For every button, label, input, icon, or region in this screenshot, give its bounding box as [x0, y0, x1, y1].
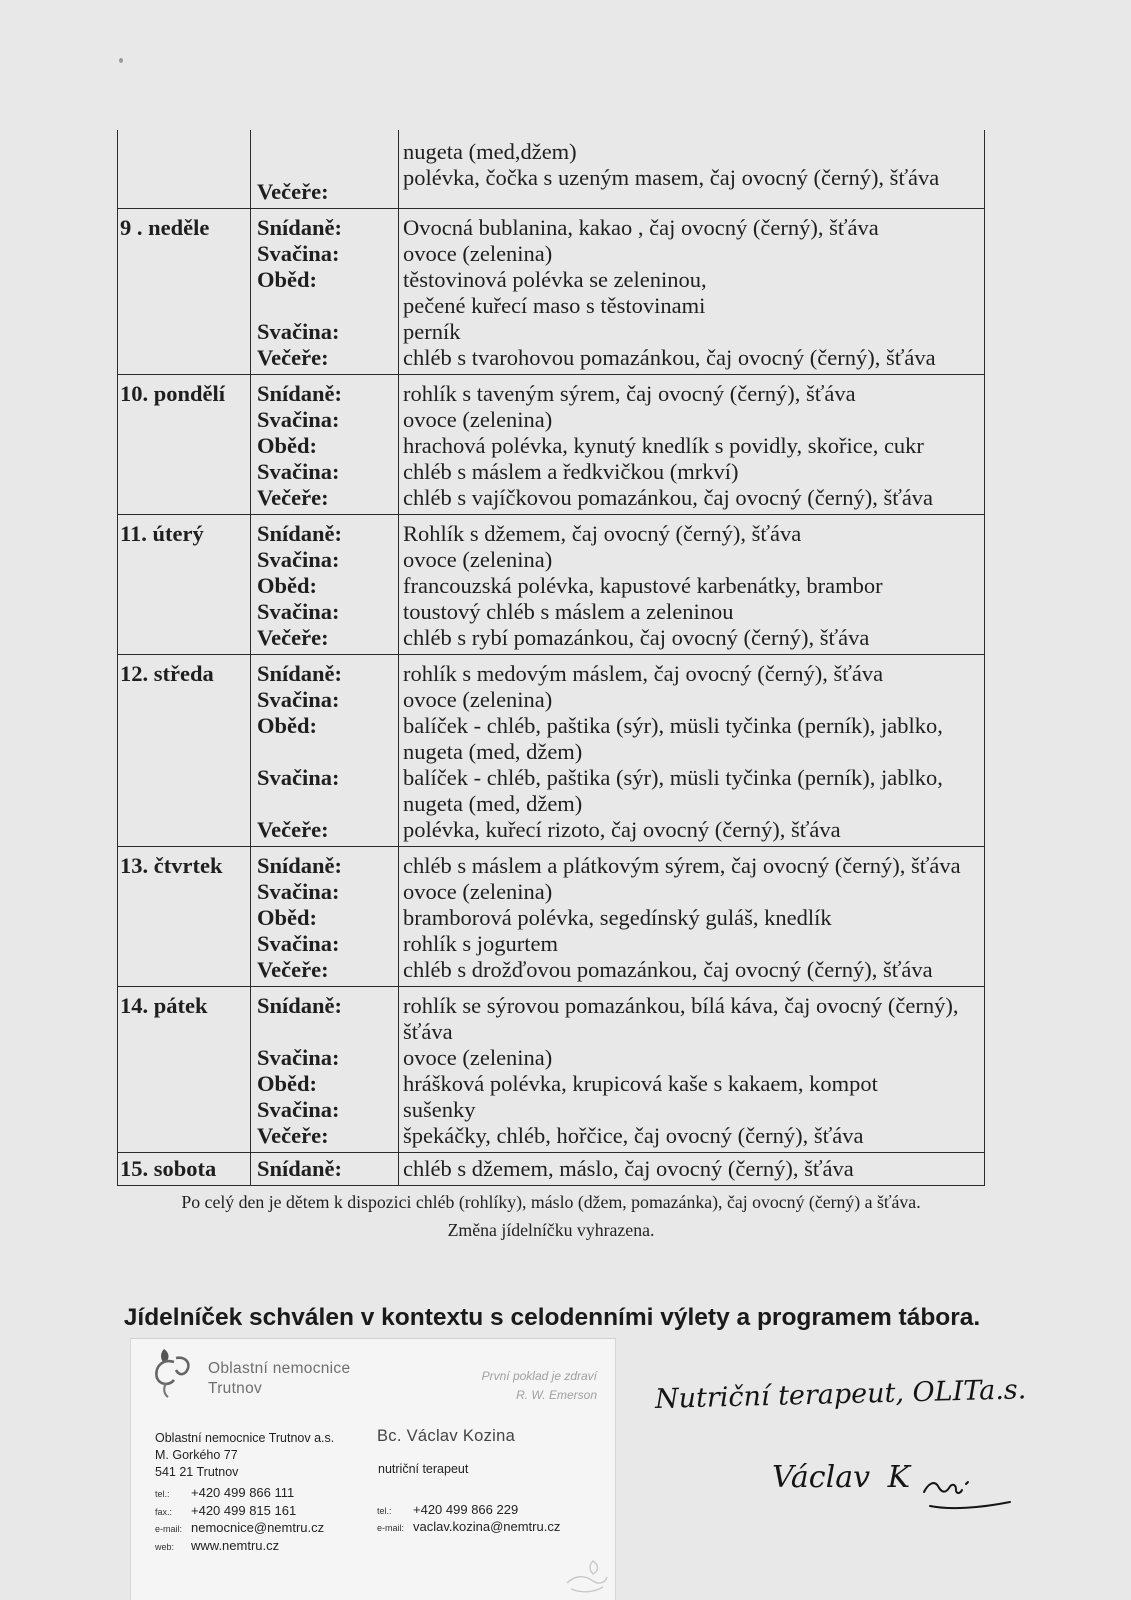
menu-item: špekáčky, chléb, hořčice, čaj ovocný (černý), šťáva — [403, 1123, 864, 1148]
person-name: Bc. Václav Kozina — [377, 1427, 516, 1445]
menu-item: šťáva — [403, 1019, 453, 1044]
day-cell — [118, 515, 251, 654]
signature-scribble-icon — [922, 1466, 1014, 1514]
menu-item: ovoce (zelenina) — [403, 879, 553, 904]
menu-item: francouzská polévka, kapustové karbenátky, brambor — [403, 573, 883, 598]
day-cell — [118, 375, 251, 514]
meal-plan-table — [117, 130, 985, 1186]
menu-item: chléb s máslem a ředkvičkou (mrkví) — [403, 459, 739, 484]
meal-label: Snídaně: — [257, 521, 343, 546]
menu-item: hrášková polévka, krupicová kaše s kakaem, kompot — [403, 1071, 878, 1096]
menu-item: rohlík se sýrovou pomazánkou, bílá káva, čaj ovocný (černý), — [403, 993, 959, 1018]
organization-name: Oblastní nemocnice Trutnov a.s. — [155, 1431, 335, 1445]
meal-label-cell — [251, 515, 399, 654]
meal-label: Svačina: — [257, 931, 340, 956]
day-cell — [118, 655, 251, 846]
day-row — [118, 987, 984, 1153]
contact-label: tel.: — [377, 1506, 392, 1516]
meal-label: Svačina: — [257, 547, 340, 572]
menu-items-cell — [399, 130, 984, 208]
contact-value: nemocnice@nemtru.cz — [191, 1520, 325, 1535]
handwritten-signature: Václav K — [772, 1460, 910, 1495]
meal-label-cell — [251, 209, 399, 374]
contact-label: web: — [155, 1542, 175, 1552]
day-label: 15. sobota — [120, 1156, 217, 1181]
meal-label: Svačina: — [257, 1097, 340, 1122]
meal-label: Oběd: — [257, 1071, 318, 1096]
menu-item: nugeta (med, džem) — [403, 739, 583, 764]
meal-label: Večeře: — [257, 485, 329, 510]
meal-label: Svačina: — [257, 241, 340, 266]
day-label — [120, 139, 250, 165]
menu-item: bramborová polévka, segedínský guláš, knedlík — [403, 905, 832, 930]
handwritten-annotation: Nutriční terapeut, OLITa.s. — [654, 1374, 1027, 1415]
menu-item: chléb s rybí pomazánkou, čaj ovocný (černý), šťáva — [403, 625, 870, 650]
meal-label-cell — [251, 655, 399, 846]
day-cell — [118, 1153, 251, 1185]
menu-items-cell — [399, 1153, 984, 1185]
meal-label: Večeře: — [257, 957, 329, 982]
contact-label: e-mail: — [155, 1524, 183, 1534]
meal-label: Večeře: — [257, 817, 329, 842]
menu-item: ovoce (zelenina) — [403, 547, 553, 572]
menu-items-cell — [399, 987, 984, 1152]
menu-item: ovoce (zelenina) — [403, 687, 553, 712]
meal-label: Svačina: — [257, 765, 340, 790]
approval-heading: Jídelníček schválen v kontextu s celodenními výlety a programem tábora. — [123, 1304, 981, 1331]
meal-label: Oběd: — [257, 433, 318, 458]
menu-item: ovoce (zelenina) — [403, 1045, 553, 1070]
menu-item: nugeta (med, džem) — [403, 791, 583, 816]
day-label: 12. středa — [120, 661, 214, 686]
contact-value: vaclav.kozina@nemtru.cz — [413, 1519, 561, 1534]
organization-city: 541 21 Trutnov — [155, 1465, 239, 1479]
day-cell — [118, 209, 251, 374]
menu-item: Rohlík s džemem, čaj ovocný (černý), šťáva — [403, 521, 802, 546]
day-label: 10. pondělí — [120, 381, 226, 406]
day-row — [118, 1153, 984, 1186]
day-row — [118, 209, 984, 375]
contact-value: +420 499 866 229 — [413, 1502, 519, 1517]
meal-label — [257, 1019, 398, 1045]
meal-label: Snídaně: — [257, 853, 343, 878]
day-row — [118, 130, 984, 209]
business-card — [130, 1338, 616, 1600]
motto: První poklad je zdraví — [481, 1369, 597, 1383]
menu-items-cell — [399, 847, 984, 986]
menu-item: nugeta (med,džem) — [403, 139, 577, 164]
day-label: 9 . neděle — [120, 215, 210, 240]
meal-label: Svačina: — [257, 599, 340, 624]
hospital-logo-icon — [151, 1347, 195, 1399]
meal-label: Snídaně: — [257, 381, 343, 406]
organization-street: M. Gorkého 77 — [155, 1448, 238, 1462]
menu-item: rohlík s jogurtem — [403, 931, 558, 956]
person-role: nutriční terapeut — [378, 1462, 469, 1476]
meal-label-cell — [251, 1153, 399, 1185]
menu-item: polévka, kuřecí rizoto, čaj ovocný (černý), šťáva — [403, 817, 841, 842]
meal-label: Svačina: — [257, 1045, 340, 1070]
day-cell — [118, 987, 251, 1152]
menu-item: hrachová polévka, kynutý knedlík s povidly, skořice, cukr — [403, 433, 924, 458]
contact-value: +420 499 866 111 — [191, 1485, 295, 1500]
contact-label: e-mail: — [377, 1523, 405, 1533]
day-label: 11. úterý — [120, 521, 204, 546]
meal-label: Večeře: — [257, 179, 329, 204]
contact-value: +420 499 815 161 — [191, 1503, 297, 1518]
meal-label — [257, 791, 398, 817]
meal-label: Svačina: — [257, 407, 340, 432]
menu-item: perník — [403, 319, 461, 344]
menu-item: chléb s vajíčkovou pomazánkou, čaj ovocný (černý), šťáva — [403, 485, 934, 510]
daily-availability-note: Po celý den je dětem k dispozici chléb (rohlíky), máslo (džem, pomazánka), čaj ovocný (černý) a šťáva. — [181, 1192, 921, 1212]
menu-items-cell — [399, 375, 984, 514]
meal-label: Svačina: — [257, 459, 340, 484]
menu-item: toustový chléb s máslem a zeleninou — [403, 599, 734, 624]
meal-label: Večeře: — [257, 1123, 329, 1148]
day-row — [118, 375, 984, 515]
day-label: 14. pátek — [120, 993, 208, 1018]
contact-label: fax.: — [155, 1507, 173, 1517]
menu-item: chléb s máslem a plátkovým sýrem, čaj ovocný (černý), šťáva — [403, 853, 961, 878]
meal-label: Oběd: — [257, 573, 318, 598]
menu-item: rohlík s medovým máslem, čaj ovocný (černý), šťáva — [403, 661, 884, 686]
meal-label: Snídaně: — [257, 661, 343, 686]
meal-label: Svačina: — [257, 687, 340, 712]
meal-label: Snídaně: — [257, 215, 343, 240]
menu-items-cell — [399, 655, 984, 846]
menu-items-cell — [399, 515, 984, 654]
meal-label: Snídaně: — [257, 1156, 343, 1181]
meal-label-cell — [251, 375, 399, 514]
contact-value: www.nemtru.cz — [191, 1538, 280, 1553]
meal-label: Svačina: — [257, 319, 340, 344]
meal-label-cell — [251, 987, 399, 1152]
logo-name-line2: Trutnov — [208, 1380, 263, 1397]
meal-label: Oběd: — [257, 905, 318, 930]
day-cell — [118, 847, 251, 986]
menu-items-cell — [399, 209, 984, 374]
menu-item: chléb s džemem, máslo, čaj ovocný (černý), šťáva — [403, 1156, 854, 1181]
change-reserved-note: Změna jídelníčku vyhrazena. — [447, 1220, 655, 1240]
menu-item: balíček - chléb, paštika (sýr), müsli tyčinka (perník), jablko, — [403, 713, 943, 738]
menu-item: ovoce (zelenina) — [403, 241, 553, 266]
meal-label — [257, 293, 398, 319]
meal-label: Svačina: — [257, 879, 340, 904]
menu-item: chléb s drožďovou pomazánkou, čaj ovocný (černý), šťáva — [403, 957, 933, 982]
day-row — [118, 655, 984, 847]
meal-label: Večeře: — [257, 345, 329, 370]
meal-label: Snídaně: — [257, 993, 343, 1018]
faint-logo-icon — [563, 1557, 611, 1597]
meal-label: Oběd: — [257, 713, 318, 738]
day-row — [118, 847, 984, 987]
menu-item: Ovocná bublanina, kakao , čaj ovocný (černý), šťáva — [403, 215, 879, 240]
meal-label-cell — [251, 130, 399, 208]
menu-item: balíček - chléb, paštika (sýr), müsli tyčinka (perník), jablko, — [403, 765, 943, 790]
logo-name-line1: Oblastní nemocnice — [208, 1360, 351, 1377]
menu-item: pečené kuřecí maso s těstovinami — [403, 293, 706, 318]
day-row — [118, 515, 984, 655]
motto-author: R. W. Emerson — [516, 1388, 597, 1402]
day-cell — [118, 130, 251, 208]
menu-item: těstovinová polévka se zeleninou, — [403, 267, 707, 292]
meal-label — [257, 739, 398, 765]
menu-item: polévka, čočka s uzeným masem, čaj ovocný (černý), šťáva — [403, 165, 940, 190]
contact-label: tel.: — [155, 1489, 170, 1499]
meal-label — [257, 153, 398, 179]
meal-label: Oběd: — [257, 267, 318, 292]
scan-speck — [119, 58, 123, 63]
meal-label-cell — [251, 847, 399, 986]
menu-item: chléb s tvarohovou pomazánkou, čaj ovocný (černý), šťáva — [403, 345, 936, 370]
meal-label: Večeře: — [257, 625, 329, 650]
menu-item: sušenky — [403, 1097, 476, 1122]
menu-item: ovoce (zelenina) — [403, 407, 553, 432]
day-label: 13. čtvrtek — [120, 853, 223, 878]
menu-item: rohlík s taveným sýrem, čaj ovocný (černý), šťáva — [403, 381, 856, 406]
